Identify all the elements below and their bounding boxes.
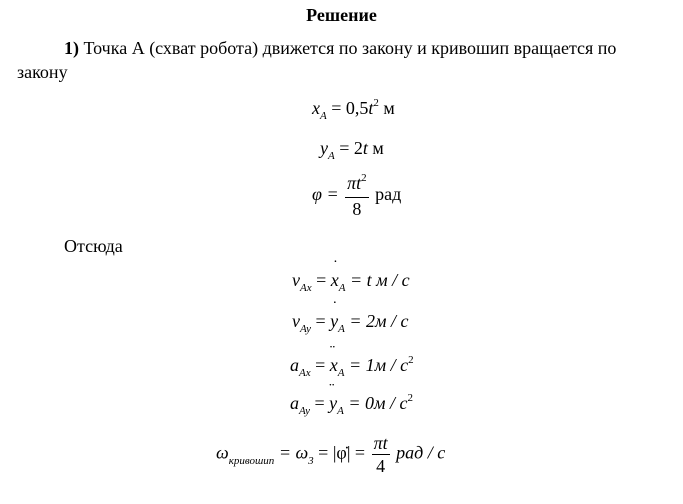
equation-aAx: $a_{Ax}$ = ¨ $x_A = 1м / с^2$ xyxy=(290,355,414,376)
omega-fraction: $\frac{\pi t}{4}$ xyxy=(373,433,388,476)
phi-fraction: $\frac{\pi t^2}{8}$ xyxy=(347,172,367,219)
equation-xA: $x_A = 0,5t^2$ м xyxy=(312,97,395,122)
equation-yA: $y_A = 2t$ м xyxy=(320,138,384,162)
otsyuda-text: Отсюда xyxy=(64,236,123,256)
equation-vAy: $v_{Ay}$ = ˙ $y_A = 2м / с$ xyxy=(292,311,409,332)
equation-omega: $\omega_{кривошип} = \omega_3$ = |φ̇| = $\frac{\pi t}{4}$ рад / с xyxy=(216,433,446,476)
paragraph-text-1: Точка А (схват робота) движется по закону и кривошип вращается по xyxy=(79,38,617,58)
solution-title: Решение xyxy=(306,5,377,25)
paragraph-line-1 xyxy=(64,38,616,59)
equation-phi: φ = $\frac{\pi t^2}{8}$ рад xyxy=(312,172,402,219)
equation-vAx: $v_{Ax}$ = ˙ $x_A = t$ м / с xyxy=(292,270,410,291)
paragraph-line-2: закону xyxy=(17,62,68,82)
equation-aAy: $a_{Ay}$ = ¨ $y_A = 0м / с^2$ xyxy=(290,393,413,414)
item-number: 1) xyxy=(64,38,79,58)
